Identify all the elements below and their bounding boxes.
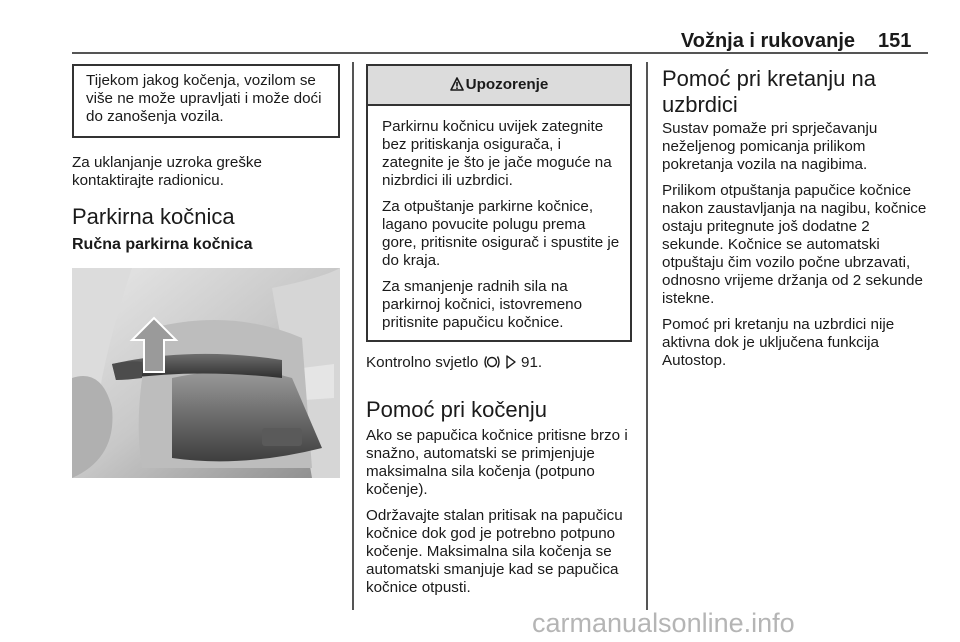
column-1	[72, 64, 340, 262]
header-rule	[72, 52, 928, 54]
hand-brake-illustration	[72, 268, 340, 478]
watermark: carmanualsonline.info	[532, 608, 795, 638]
warning-body	[368, 106, 630, 340]
running-header-title: Vožnja i rukovanje	[680, 30, 855, 52]
paragraph: Održavajte stalan pritisak na papučicu kočnice dok god je potrebno potpuno kočenje. Maksimalna sila kočenja se automatski smanjuje kad se papučica kočnice otpusti.	[366, 507, 623, 596]
paragraph: Sustav pomaže pri sprječavanju neželjenog pomicanja prilikom pokretanja vozila na nagibima.	[662, 120, 878, 173]
section-title-hill-start-assist: Pomoć pri kretanju na uzbrdici	[662, 66, 876, 117]
hand-brake-photo	[72, 268, 340, 478]
page-reference-link[interactable]: 91.	[521, 354, 543, 371]
section-title-brake-assist: Pomoć pri kočenju	[366, 397, 547, 422]
warning-paragraph: Parkirnu kočnicu uvijek zategnite bez pritiskanja osigurača, i zategnite je što je jače moguće na nizbrdici ili uzbrdici.	[382, 118, 612, 189]
warning-header	[368, 66, 630, 106]
indicator-reference	[366, 354, 632, 375]
section-title-parking-brake: Parkirna kočnica	[72, 204, 235, 229]
subsection-title-hand-brake: Ručna parkirna kočnica	[72, 236, 253, 253]
reference-arrow-icon	[505, 355, 517, 374]
warning-box	[366, 64, 632, 342]
warning-paragraph: Za otpuštanje parkirne kočnice, lagano povucite polugu prema gore, pritisnite osigurač i spustite je do kraja.	[382, 198, 620, 269]
paragraph: Ako se papučica kočnice pritisne brzo i snažno, automatski se primjenjuje maksimalna sila kočenja (potpuno kočenje).	[366, 427, 628, 498]
column-3	[662, 66, 932, 378]
indicator-prefix: Kontrolno svjetlo	[366, 354, 479, 371]
column-divider-1	[352, 62, 354, 610]
warning-title: Upozorenje	[465, 76, 549, 93]
caution-box	[72, 64, 340, 138]
paragraph: Prilikom otpuštanja papučice kočnice nakon zaustavljanja na nagibu, kočnice ostaju pritegnute još dodatne 2 sekunde. Kočnice se automatski otpuštaju čim vozilo počne ubrzavati, odnosno vrijeme držanja od 2 sekunde istekne.	[662, 182, 927, 307]
brake-warning-lamp-icon	[483, 354, 501, 375]
column-2	[366, 64, 632, 605]
warning-paragraph: Za smanjenje radnih sila na parkirnoj kočnici, istovremeno pritisnite papučicu kočnice.	[382, 278, 583, 331]
paragraph: Za uklanjanje uzroka greške kontaktirajte radionicu.	[72, 154, 262, 189]
paragraph: Pomoć pri kretanju na uzbrdici nije aktivna dok je uključena funkcija Autostop.	[662, 316, 895, 369]
column-divider-2	[646, 62, 648, 610]
page-number: 151	[878, 30, 912, 52]
warning-triangle-icon	[450, 77, 464, 96]
caution-text: Tijekom jakog kočenja, vozilom se više ne može upravljati i može doći do zanošenja vozila.	[86, 72, 322, 125]
